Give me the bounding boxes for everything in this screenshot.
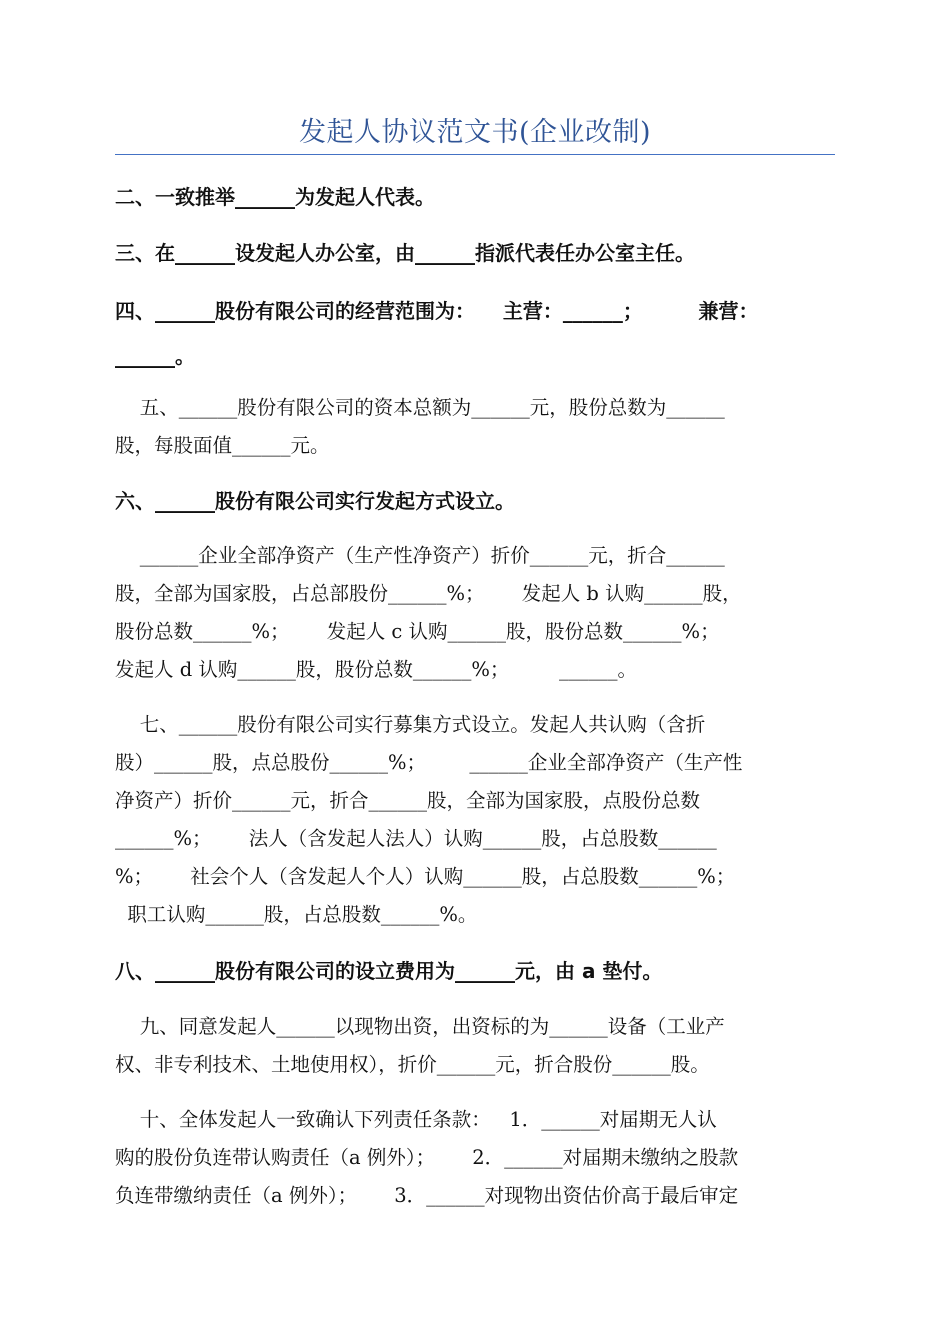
document-title: 发起人协议范文书(企业改制) — [298, 117, 652, 148]
clause-5-paragraph — [115, 389, 835, 465]
paragraph-line: 十、全体发起人一致确认下列责任条款： 1．______对届期无人认 — [115, 1108, 717, 1131]
paragraph-line: 股份总数______%； 发起人 c 认购______股，股份总数______%； — [115, 620, 720, 643]
paragraph-line: 负连带缴纳责任（a 例外）； 3．______对现物出资估价高于最后审定 — [115, 1184, 739, 1207]
paragraph-line: 净资产）折价______元，折合______股，全部为国家股，点股份总数 — [115, 789, 701, 812]
paragraph-line: 职工认购______股，占总股数______%。 — [115, 903, 478, 926]
title-underline — [115, 154, 835, 155]
paragraph-line: 五、______股份有限公司的资本总额为______元，股份总数为______ — [115, 396, 725, 419]
clause-8-heading: 八、______股份有限公司的设立费用为______元，由 a 垫付。 — [115, 959, 663, 983]
clause-4-heading-line2: ______。 — [115, 344, 195, 368]
clause-3-heading: 三、在______设发起人办公室，由______指派代表任办公室主任。 — [115, 241, 695, 265]
paragraph-line: 发起人 d 认购______股，股份总数______%； ______。 — [115, 658, 637, 681]
clause-6-paragraph — [115, 537, 835, 689]
paragraph-line: %； 社会个人（含发起人个人）认购______股，占总股数______%； — [115, 865, 736, 888]
clause-7-paragraph — [115, 706, 835, 934]
paragraph-line: 购的股份负连带认购责任（a 例外）； 2．______对届期未缴纳之股款 — [115, 1146, 739, 1169]
clause-6-heading: 六、______股份有限公司实行发起方式设立。 — [115, 489, 515, 513]
paragraph-line: ______%； 法人（含发起人法人）认购______股，占总股数______ — [115, 827, 717, 850]
clause-10-paragraph — [115, 1101, 835, 1215]
paragraph-line: 股）______股，点总股份______%； ______企业全部净资产（生产性 — [115, 751, 743, 774]
clause-4-heading-line1: 四、______股份有限公司的经营范围为： 主营：______； 兼营： — [115, 299, 759, 323]
paragraph-line: 股，每股面值______元。 — [115, 434, 330, 457]
paragraph-line: 九、同意发起人______以现物出资，出资标的为______设备（工业产 — [115, 1015, 725, 1038]
clause-9-paragraph — [115, 1008, 835, 1084]
paragraph-line: 权、非专利技术、土地使用权），折价______元，折合股份______股。 — [115, 1053, 710, 1076]
paragraph-line: 股，全部为国家股，占总部股份______%； 发起人 b 认购______股， — [115, 582, 742, 605]
paragraph-line: ______企业全部净资产（生产性净资产）折价______元，折合______ — [115, 544, 725, 567]
paragraph-line: 七、______股份有限公司实行募集方式设立。发起人共认购（含折 — [115, 713, 706, 736]
clause-2-heading: 二、一致推举______为发起人代表。 — [115, 185, 435, 209]
